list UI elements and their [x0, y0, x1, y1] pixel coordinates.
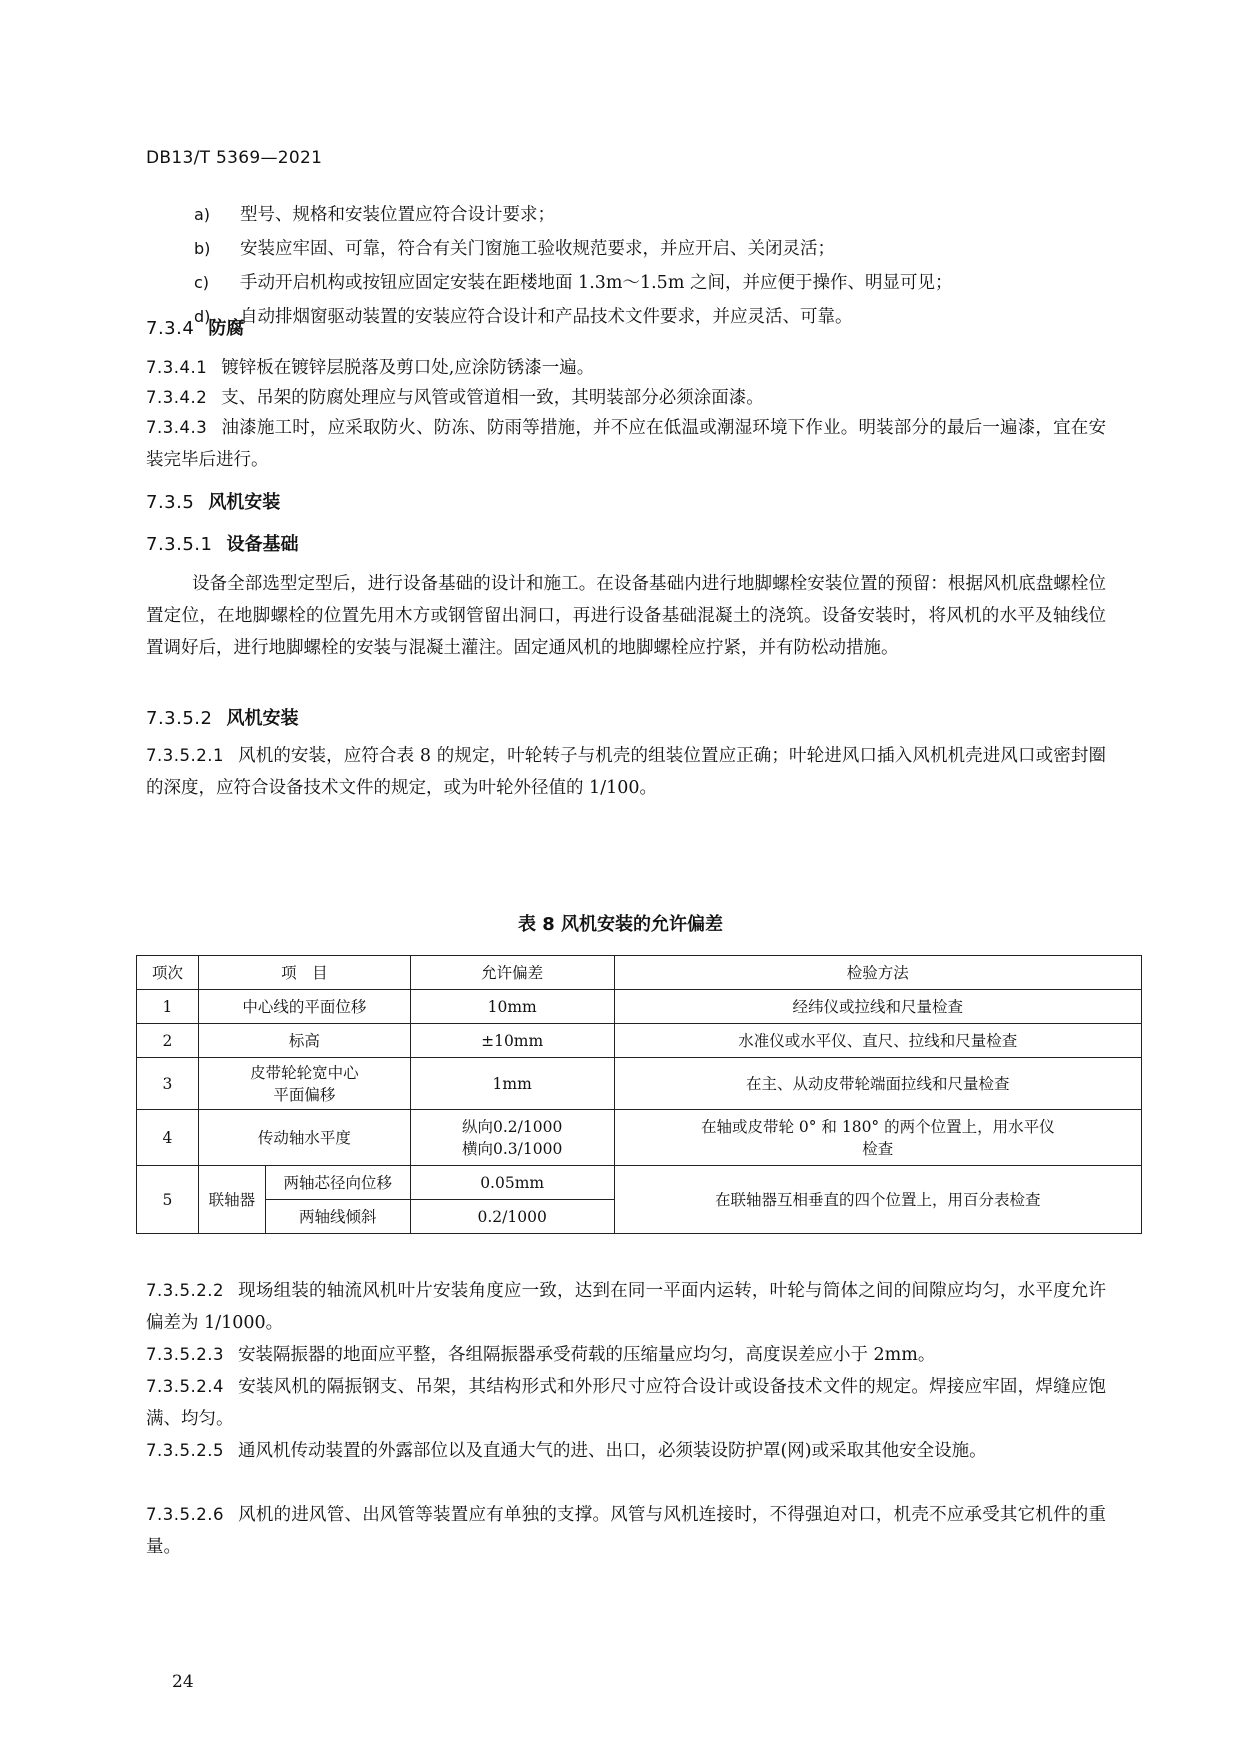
paragraph-7-3-4-1: 7.3.4.1 镀锌板在镀锌层脱落及剪口处,应涂防锈漆一遍。 — [146, 358, 595, 378]
tolerance-table — [136, 955, 1142, 1234]
table-cell: 4 — [137, 1110, 199, 1166]
list-item: a) 型号、规格和安装位置应符合设计要求； — [194, 205, 555, 225]
table-cell: 中心线的平面位移 — [198, 990, 410, 1024]
table-cell: 0.2/1000 — [410, 1200, 614, 1234]
section-heading-7-3-5-2: 7.3.5.2 风机安装 — [146, 708, 299, 729]
table-cell: 皮带轮轮宽中心 平面偏移 — [198, 1058, 410, 1110]
list-item: c) 手动开启机构或按钮应固定安装在距楼地面 1.3m～1.5m 之间，并应便于操作、明显可见； — [194, 273, 953, 293]
document-code: DB13/T 5369—2021 — [146, 148, 323, 168]
paragraph-7-3-4-2: 7.3.4.2 支、吊架的防腐处理应与风管或管道相一致，其明装部分必须涂面漆。 — [146, 388, 764, 408]
table-cell: 联轴器 — [198, 1166, 265, 1234]
paragraph-7-3-5-1-body: 设备全部选型定型后，进行设备基础的设计和施工。在设备基础内进行地脚螺栓安装位置的预留：根据风机底盘螺栓位置定位，在地脚螺栓的位置先用木方或钢管留出洞口，再进行设备基础混凝土的浇筑。设备安装时，将风机的水平及轴线位置调好后，进行地脚螺栓的安装与混凝土灌注。固定通风机的地脚螺栓应拧紧，并有防松动措施。 — [146, 574, 1106, 658]
paragraph-7-3-5-2-3: 7.3.5.2.3 安装隔振器的地面应平整，各组隔振器承受荷载的压缩量应均匀，高度误差应小于 2mm。 — [146, 1345, 936, 1365]
paragraph-7-3-5-2-2: 7.3.5.2.2 现场组装的轴流风机叶片安装角度应一致，达到在同一平面内运转，叶轮与筒体之间的间隙应均匀，水平度允许偏差为 1/1000。 — [146, 1281, 1106, 1333]
paragraph-7-3-5-2-1: 7.3.5.2.1 风机的安装，应符合表 8 的规定，叶轮转子与机壳的组装位置应正确；叶轮进风口插入风机机壳进风口或密封圈的深度，应符合设备技术文件的规定，或为叶轮外径值的 1/100。 — [146, 746, 1106, 798]
paragraph-7-3-5-2-6: 7.3.5.2.6 风机的进风管、出风管等装置应有单独的支撑。风管与风机连接时，不得强迫对口，机壳不应承受其它机件的重量。 — [146, 1505, 1106, 1557]
table-cell: 1 — [137, 990, 199, 1024]
header-cell: 项 目 — [198, 956, 410, 990]
table-cell: 经纬仪或拉线和尺量检查 — [614, 990, 1141, 1024]
table-cell: 5 — [137, 1166, 199, 1234]
table-cell: 纵向0.2/1000 横向0.3/1000 — [410, 1110, 614, 1166]
paragraph-7-3-4-3: 7.3.4.3 油漆施工时，应采取防火、防冻、防雨等措施，并不应在低温或潮湿环境下作业。明装部分的最后一遍漆，宜在安装完毕后进行。 — [146, 418, 1106, 470]
section-heading-7-3-4: 7.3.4 防腐 — [146, 318, 245, 339]
list-item: d) 自动排烟窗驱动装置的安装应符合设计和产品技术文件要求，并应灵活、可靠。 — [194, 307, 853, 327]
header-cell: 项次 — [137, 956, 199, 990]
header-cell: 检验方法 — [614, 956, 1141, 990]
table-cell: 在主、从动皮带轮端面拉线和尺量检查 — [614, 1058, 1141, 1110]
table-cell: 3 — [137, 1058, 199, 1110]
table-row — [137, 1110, 1142, 1166]
table-row — [137, 1024, 1142, 1058]
requirement-list — [146, 198, 1106, 334]
table-cell: ±10mm — [410, 1024, 614, 1058]
list-item: b) 安装应牢固、可靠，符合有关门窗施工验收规范要求，并应开启、关闭灵活； — [194, 239, 835, 259]
table-cell: 0.05mm — [410, 1166, 614, 1200]
section-heading-7-3-5-1: 7.3.5.1 设备基础 — [146, 534, 299, 555]
table-row — [137, 1166, 1142, 1200]
table-header-row — [137, 956, 1142, 990]
table-row — [137, 990, 1142, 1024]
paragraph-7-3-5-2-4: 7.3.5.2.4 安装风机的隔振钢支、吊架，其结构形式和外形尺寸应符合设计或设备技术文件的规定。焊接应牢固，焊缝应饱满、均匀。 — [146, 1377, 1106, 1429]
table-cell: 在轴或皮带轮 0° 和 180° 的两个位置上，用水平仪 检查 — [614, 1110, 1141, 1166]
table-cell: 标高 — [198, 1024, 410, 1058]
header-cell: 允许偏差 — [410, 956, 614, 990]
table-cell: 两轴芯径向位移 — [265, 1166, 410, 1200]
page-number: 24 — [172, 1672, 194, 1692]
paragraph-7-3-5-2-5: 7.3.5.2.5 通风机传动装置的外露部位以及直通大气的进、出口，必须装设防护罩(网)或采取其他安全设施。 — [146, 1441, 987, 1461]
table-caption: 表 8 风机安装的允许偏差 — [517, 914, 724, 935]
table-cell: 两轴线倾斜 — [265, 1200, 410, 1234]
table-cell: 在联轴器互相垂直的四个位置上，用百分表检查 — [614, 1166, 1141, 1234]
table-cell: 10mm — [410, 990, 614, 1024]
table-cell: 1mm — [410, 1058, 614, 1110]
table-cell: 传动轴水平度 — [198, 1110, 410, 1166]
table-row — [137, 1058, 1142, 1110]
table-cell: 水准仪或水平仪、直尺、拉线和尺量检查 — [614, 1024, 1141, 1058]
table-cell: 2 — [137, 1024, 199, 1058]
section-heading-7-3-5: 7.3.5 风机安装 — [146, 492, 281, 513]
